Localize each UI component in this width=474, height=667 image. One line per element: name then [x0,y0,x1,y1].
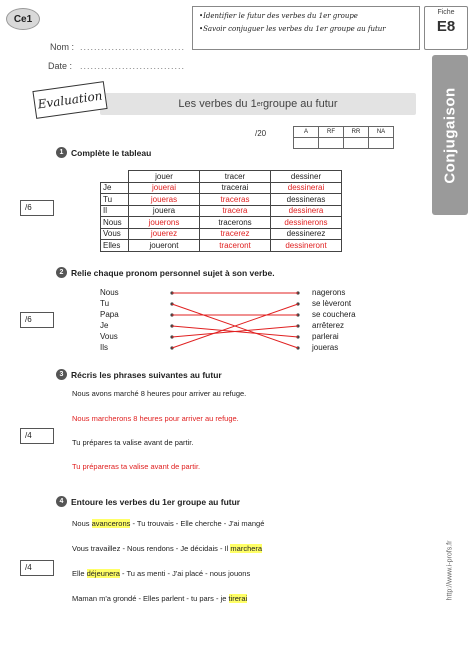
fiche-code: E8 [436,18,456,35]
highlighted-verb[interactable]: déjeunera [86,569,120,578]
grade-grid [293,126,394,149]
source-sentence: Nous avons marché 8 heures pour arriver au refuge. [72,389,247,398]
date-label: Date : [48,61,73,71]
pronoun-list [100,287,119,353]
verb-line-text: Vous travaillez - Nous rendons - Je décidais - Il [72,544,231,553]
match-verb: arrêterez [312,321,345,330]
match-verb: se couchera [312,310,356,319]
pronoun-cell: Vous [101,228,129,240]
fiche-label: Fiche [437,9,455,16]
section-3-number: 3 [56,369,67,380]
verb-line [72,544,262,553]
level-badge: Ce1 [6,8,40,30]
conjugation-cell[interactable]: dessinerai [271,182,342,194]
objective-2: • Savoir conjuguer les verbes du 1er groupe au futur [199,23,413,36]
date-field[interactable]: .............................. [80,61,186,71]
highlighted-verb[interactable]: tirerai [228,594,248,603]
table-corner [101,171,129,183]
verb-list [312,287,356,353]
table-row [101,205,342,217]
match-verb: nagerons [312,288,346,297]
pronoun-cell: Nous [101,217,129,229]
conjugation-cell: jouera [129,205,200,217]
total-score: /20 [255,129,267,138]
conjugation-cell[interactable]: tracera [200,205,271,217]
conjugation-cell: tracerons [200,217,271,229]
verb-line-text: Maman m'a grondé - Elles parlent - tu pars - je [72,594,229,603]
match-pronoun: Je [100,321,109,330]
pronoun-cell: Tu [101,194,129,206]
verb-line-text: - Tu as menti - J'ai placé - nous jouons [119,569,251,578]
title-part-2: groupe au futur [262,98,338,110]
title-sup: er [256,100,263,108]
conjugation-cell: tracerai [200,182,271,194]
highlighted-verb[interactable]: avancerons [91,519,131,528]
subject-label: Conjugaison [441,86,459,184]
grade-cell[interactable] [344,138,369,149]
match-pronoun: Papa [100,310,119,319]
conjugation-cell[interactable]: tracerez [200,228,271,240]
answer-sentence[interactable]: Nous marcherons 8 heures pour arriver au refuge. [72,414,239,423]
objective-1: • Identifier le futur des verbes du 1er groupe [199,10,413,23]
conjugation-cell: dessineras [271,194,342,206]
objectives-box [192,6,420,50]
match-verb: parlerai [312,332,339,341]
conjugation-cell: dessinerez [271,228,342,240]
grade-rf[interactable]: RF [319,127,344,138]
match-pronoun: Vous [100,332,118,341]
section-3-title: Récris les phrases suivantes au futur [71,370,222,380]
table-row [101,240,342,252]
answer-sentence[interactable]: Tu prépareras ta valise avant de partir. [72,462,201,471]
header-dessiner: dessiner [271,171,342,183]
table-row [101,228,342,240]
subject-tab [432,55,468,215]
conjugation-cell[interactable]: dessinerons [271,217,342,229]
conjugation-cell[interactable]: traceras [200,194,271,206]
grade-cell[interactable] [319,138,344,149]
verb-line [72,519,264,528]
pronoun-cell: Je [101,182,129,194]
table-row [101,217,342,229]
grade-cell[interactable] [294,138,319,149]
source-sentence: Tu prépares ta valise avant de partir. [72,438,194,447]
section-1-score: /6 [20,200,54,216]
pronoun-cell: Il [101,205,129,217]
conjugation-cell[interactable]: traceront [200,240,271,252]
match-pronoun: Ils [100,343,108,352]
header-tracer: tracer [200,171,271,183]
conjugation-cell[interactable]: dessinera [271,205,342,217]
match-verb: joueras [312,343,339,352]
section-1-title: Complète le tableau [71,148,152,158]
website-url[interactable]: http://www.i-profs.fr [446,540,454,600]
section-4-number: 4 [56,496,67,507]
conjugation-table [100,170,342,252]
section-3-score: /4 [20,428,54,444]
grade-na[interactable]: NA [369,127,394,138]
match-pronoun: Nous [100,288,119,297]
fiche-tab [424,6,468,50]
table-header-row [101,171,342,183]
conjugation-cell[interactable]: jouerons [129,217,200,229]
pronoun-cell: Elles [101,240,129,252]
verb-line-text: - Tu trouvais - Elle cherche - J'ai mangé [130,519,265,528]
section-1-number: 1 [56,147,67,158]
verb-line [72,594,247,603]
name-label: Nom : [50,42,75,52]
grade-rr[interactable]: RR [344,127,369,138]
highlighted-verb[interactable]: marchera [230,544,263,553]
section-2-title: Relie chaque pronom personnel sujet à son verbe. [71,268,275,278]
match-pronoun: Tu [100,299,110,308]
grade-cell[interactable] [369,138,394,149]
verb-line [72,569,250,578]
conjugation-cell: joueront [129,240,200,252]
grade-a[interactable]: A [294,127,319,138]
conjugation-cell[interactable]: jouerez [129,228,200,240]
conjugation-cell[interactable]: jouerai [129,182,200,194]
table-row [101,182,342,194]
header-jouer: jouer [129,171,200,183]
conjugation-cell[interactable]: joueras [129,194,200,206]
website-footer [440,510,460,630]
match-verb: se lèveront [312,299,352,308]
conjugation-cell[interactable]: dessineront [271,240,342,252]
verb-line-text: Elle [72,569,87,578]
section-4-score: /4 [20,560,54,576]
table-row [101,194,342,206]
page-title [100,93,416,115]
verb-line-text: Nous [72,519,92,528]
matching-lines [160,287,310,355]
title-part-1: Les verbes du 1 [178,98,257,110]
section-2-score: /6 [20,312,54,328]
evaluation-stamp: Evaluation [32,81,107,119]
section-4-title: Entoure les verbes du 1er groupe au futur [71,497,241,507]
name-field[interactable]: .............................. [80,42,186,52]
section-2-number: 2 [56,267,67,278]
